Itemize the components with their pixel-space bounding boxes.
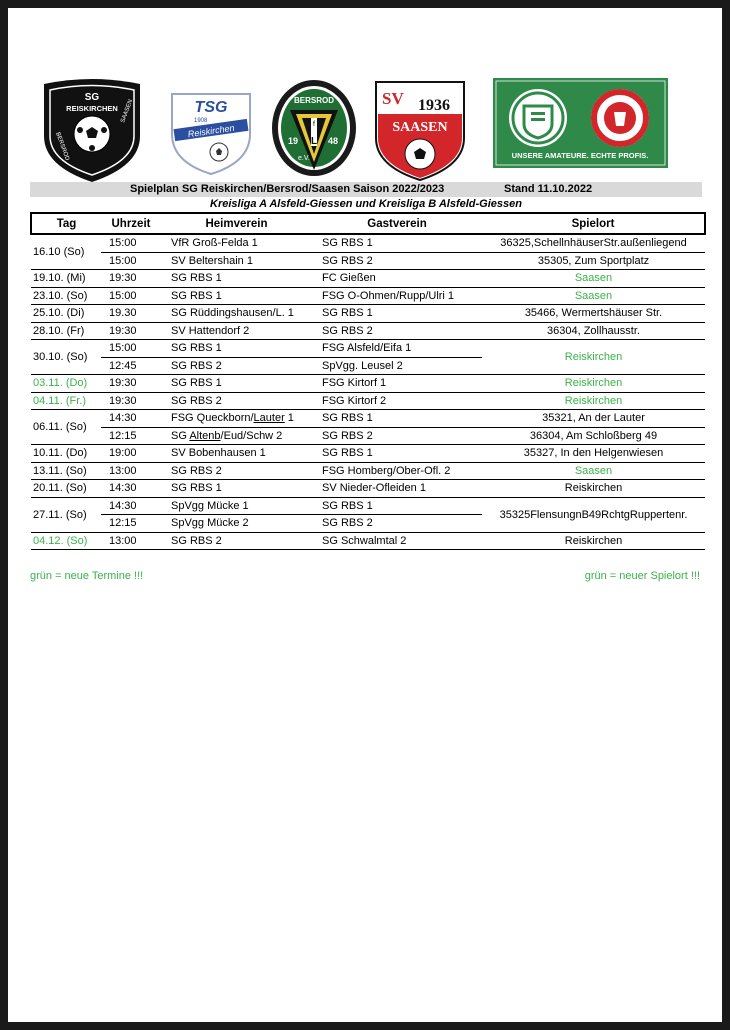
away-cell: SG RBS 1 [312, 445, 482, 463]
venue-cell: Reiskirchen [482, 340, 705, 375]
table-row [31, 427, 705, 445]
table-row [31, 287, 705, 305]
time-cell: 15:00 [101, 234, 161, 252]
svg-text:19: 19 [288, 136, 299, 146]
bersrod-logo [270, 78, 358, 182]
svg-text:L: L [310, 136, 318, 147]
home-cell: SG RBS 1 [161, 287, 312, 305]
svg-text:BERSROD: BERSROD [293, 96, 335, 105]
away-cell: SV Nieder-Ofleiden 1 [312, 480, 482, 498]
venue-cell: Saasen [482, 287, 705, 305]
svg-text:1908: 1908 [194, 118, 208, 124]
time-cell: 14:30 [101, 497, 161, 515]
svg-text:SAASEN: SAASEN [392, 120, 448, 135]
venue-cell: Saasen [482, 270, 705, 288]
home-cell: SV Hattendorf 2 [161, 322, 312, 340]
away-cell: FSG Homberg/Ober-Ofl. 2 [312, 462, 482, 480]
table-row [31, 532, 705, 550]
day-cell: 30.10. (So) [31, 340, 101, 375]
time-cell: 14:30 [101, 410, 161, 428]
home-cell: SV Bobenhausen 1 [161, 445, 312, 463]
away-cell: FSG Kirtorf 1 [312, 375, 482, 393]
table-row [31, 252, 705, 270]
home-text: SG [171, 429, 190, 442]
day-cell: 13.11. (So) [31, 462, 101, 480]
day-cell: 27.11. (So) [31, 497, 101, 532]
dfb-hfv-logo [493, 78, 668, 168]
svg-text:SG: SG [84, 92, 100, 103]
time-cell: 15:00 [101, 252, 161, 270]
away-cell: SG RBS 2 [312, 427, 482, 445]
home-text: /Eud/Schw 2 [220, 429, 283, 442]
away-cell: SG RBS 2 [312, 515, 482, 533]
column-header-away: Gastverein [312, 213, 482, 234]
away-cell: SG RBS 1 [312, 497, 482, 515]
table-row [31, 497, 705, 515]
day-cell: 28.10. (Fr) [31, 322, 101, 340]
venue-cell: Reiskirchen [482, 392, 705, 410]
away-cell: FC Gießen [312, 270, 482, 288]
column-header-home: Heimverein [161, 213, 312, 234]
away-cell: SG RBS 2 [312, 322, 482, 340]
away-cell: FSG Kirtorf 2 [312, 392, 482, 410]
table-row [31, 480, 705, 498]
home-text: FSG Queckborn/ [171, 412, 254, 425]
sv-saasen-logo [372, 78, 468, 182]
venue-cell: 35325FlensungnB49RchtgRuppertenr. [482, 497, 705, 532]
tsg-reiskirchen-logo [164, 84, 258, 176]
home-cell: SG RBS 2 [161, 532, 312, 550]
table-row [31, 375, 705, 393]
time-cell: 19:30 [101, 322, 161, 340]
table-row [31, 462, 705, 480]
venue-cell: 36304, Am Schloßberg 49 [482, 427, 705, 445]
time-cell: 15:00 [101, 287, 161, 305]
svg-text:48: 48 [328, 136, 339, 146]
header-bar [30, 182, 702, 197]
venue-cell: Reiskirchen [482, 375, 705, 393]
schedule-title: Spielplan SG Reiskirchen/Bersrod/Saasen Saison 2022/2023 [130, 183, 445, 195]
venue-cell: 35327, In den Helgenwiesen [482, 445, 705, 463]
venue-cell: Saasen [482, 462, 705, 480]
day-cell: 10.11. (Do) [31, 445, 101, 463]
away-cell: FSG O-Ohmen/Rupp/Ulri 1 [312, 287, 482, 305]
home-cell [161, 410, 312, 428]
venue-cell: 35305, Zum Sportplatz [482, 252, 705, 270]
home-cell: VfR Groß-Felda 1 [161, 234, 312, 252]
day-cell: 16.10 (So) [31, 234, 101, 270]
league-subtitle: Kreisliga A Alsfeld-Giessen und Kreisliga B Alsfeld-Giessen [210, 198, 522, 210]
venue-cell: 36325,SchellnhäuserStr.außenliegend [482, 234, 705, 252]
venue-cell: 35321, An der Lauter [482, 410, 705, 428]
venue-cell: 36304, Zollhausstr. [482, 322, 705, 340]
home-cell: SV Beltershain 1 [161, 252, 312, 270]
home-text: 1 [284, 412, 294, 425]
svg-text:1936: 1936 [418, 97, 450, 114]
away-cell: SG Schwalmtal 2 [312, 532, 482, 550]
time-cell: 19:00 [101, 445, 161, 463]
stand-date: Stand 11.10.2022 [504, 183, 593, 195]
home-cell: SpVgg Mücke 2 [161, 515, 312, 533]
home-cell: SpVgg Mücke 1 [161, 497, 312, 515]
column-header-venue: Spielort [482, 213, 705, 234]
table-row [31, 340, 705, 358]
away-cell: FSG Alsfeld/Eifa 1 [312, 340, 482, 358]
venue-cell: Reiskirchen [482, 480, 705, 498]
document-page [8, 8, 722, 1022]
time-cell: 14:30 [101, 480, 161, 498]
day-cell: 06.11. (So) [31, 410, 101, 445]
svg-text:SV: SV [382, 89, 404, 108]
time-cell: 12:15 [101, 515, 161, 533]
table-header-row [31, 213, 705, 234]
away-cell: SG RBS 1 [312, 234, 482, 252]
table-row [31, 322, 705, 340]
sg-reiskirchen-logo [40, 78, 144, 184]
table-row [31, 234, 705, 252]
time-cell: 15:00 [101, 340, 161, 358]
home-underlined-text: Altenb [189, 429, 221, 442]
day-cell: 03.11. (Do) [31, 375, 101, 393]
svg-text:REISKIRCHEN: REISKIRCHEN [66, 104, 118, 113]
time-cell: 13:00 [101, 532, 161, 550]
svg-text:e.V.: e.V. [298, 155, 310, 162]
svg-text:SAASEN: SAASEN [120, 98, 135, 124]
away-cell: SG RBS 1 [312, 305, 482, 323]
venue-cell: Reiskirchen [482, 532, 705, 550]
time-cell: 19:30 [101, 375, 161, 393]
day-cell: 23.10. (So) [31, 287, 101, 305]
time-cell: 19:30 [101, 392, 161, 410]
legend-new-dates: grün = neue Termine !!! [30, 570, 144, 582]
svg-text:f: f [313, 121, 315, 128]
column-header-time: Uhrzeit [101, 213, 161, 234]
home-cell: SG RBS 1 [161, 375, 312, 393]
home-cell: SG RBS 1 [161, 270, 312, 288]
time-cell: 19.30 [101, 305, 161, 323]
legend-new-venue: grün = neuer Spielort !!! [584, 570, 700, 582]
svg-text:Reiskirchen: Reiskirchen [187, 122, 236, 140]
table-row [31, 410, 705, 428]
day-cell: 04.11. (Fr.) [31, 392, 101, 410]
column-header-day: Tag [31, 213, 101, 234]
match-schedule-table [30, 212, 706, 550]
svg-text:BERSROD: BERSROD [54, 131, 70, 162]
away-cell: SG RBS 2 [312, 252, 482, 270]
table-row [31, 392, 705, 410]
home-cell: SG RBS 2 [161, 462, 312, 480]
svg-text:TSG: TSG [194, 99, 228, 116]
time-cell: 19:30 [101, 270, 161, 288]
svg-text:UNSERE AMATEURE. ECHTE PROFIS.: UNSERE AMATEURE. ECHTE PROFIS. [511, 151, 649, 160]
home-cell: SG RBS 1 [161, 340, 312, 358]
day-cell: 19.10. (Mi) [31, 270, 101, 288]
time-cell: 13:00 [101, 462, 161, 480]
day-cell: 25.10. (Di) [31, 305, 101, 323]
day-cell: 20.11. (So) [31, 480, 101, 498]
time-cell: 12:15 [101, 427, 161, 445]
away-cell: SG RBS 1 [312, 410, 482, 428]
home-cell: SG Rüddingshausen/L. 1 [161, 305, 312, 323]
table-row [31, 305, 705, 323]
time-cell: 12:45 [101, 357, 161, 375]
home-cell [161, 427, 312, 445]
venue-cell: 35466, Wermertshäuser Str. [482, 305, 705, 323]
home-cell: SG RBS 2 [161, 392, 312, 410]
away-cell: SpVgg. Leusel 2 [312, 357, 482, 375]
home-cell: SG RBS 1 [161, 480, 312, 498]
home-cell: SG RBS 2 [161, 357, 312, 375]
club-logos [8, 78, 722, 190]
table-row [31, 445, 705, 463]
day-cell: 04.12. (So) [31, 532, 101, 550]
table-row [31, 270, 705, 288]
home-underlined-text: Lauter [253, 412, 285, 425]
